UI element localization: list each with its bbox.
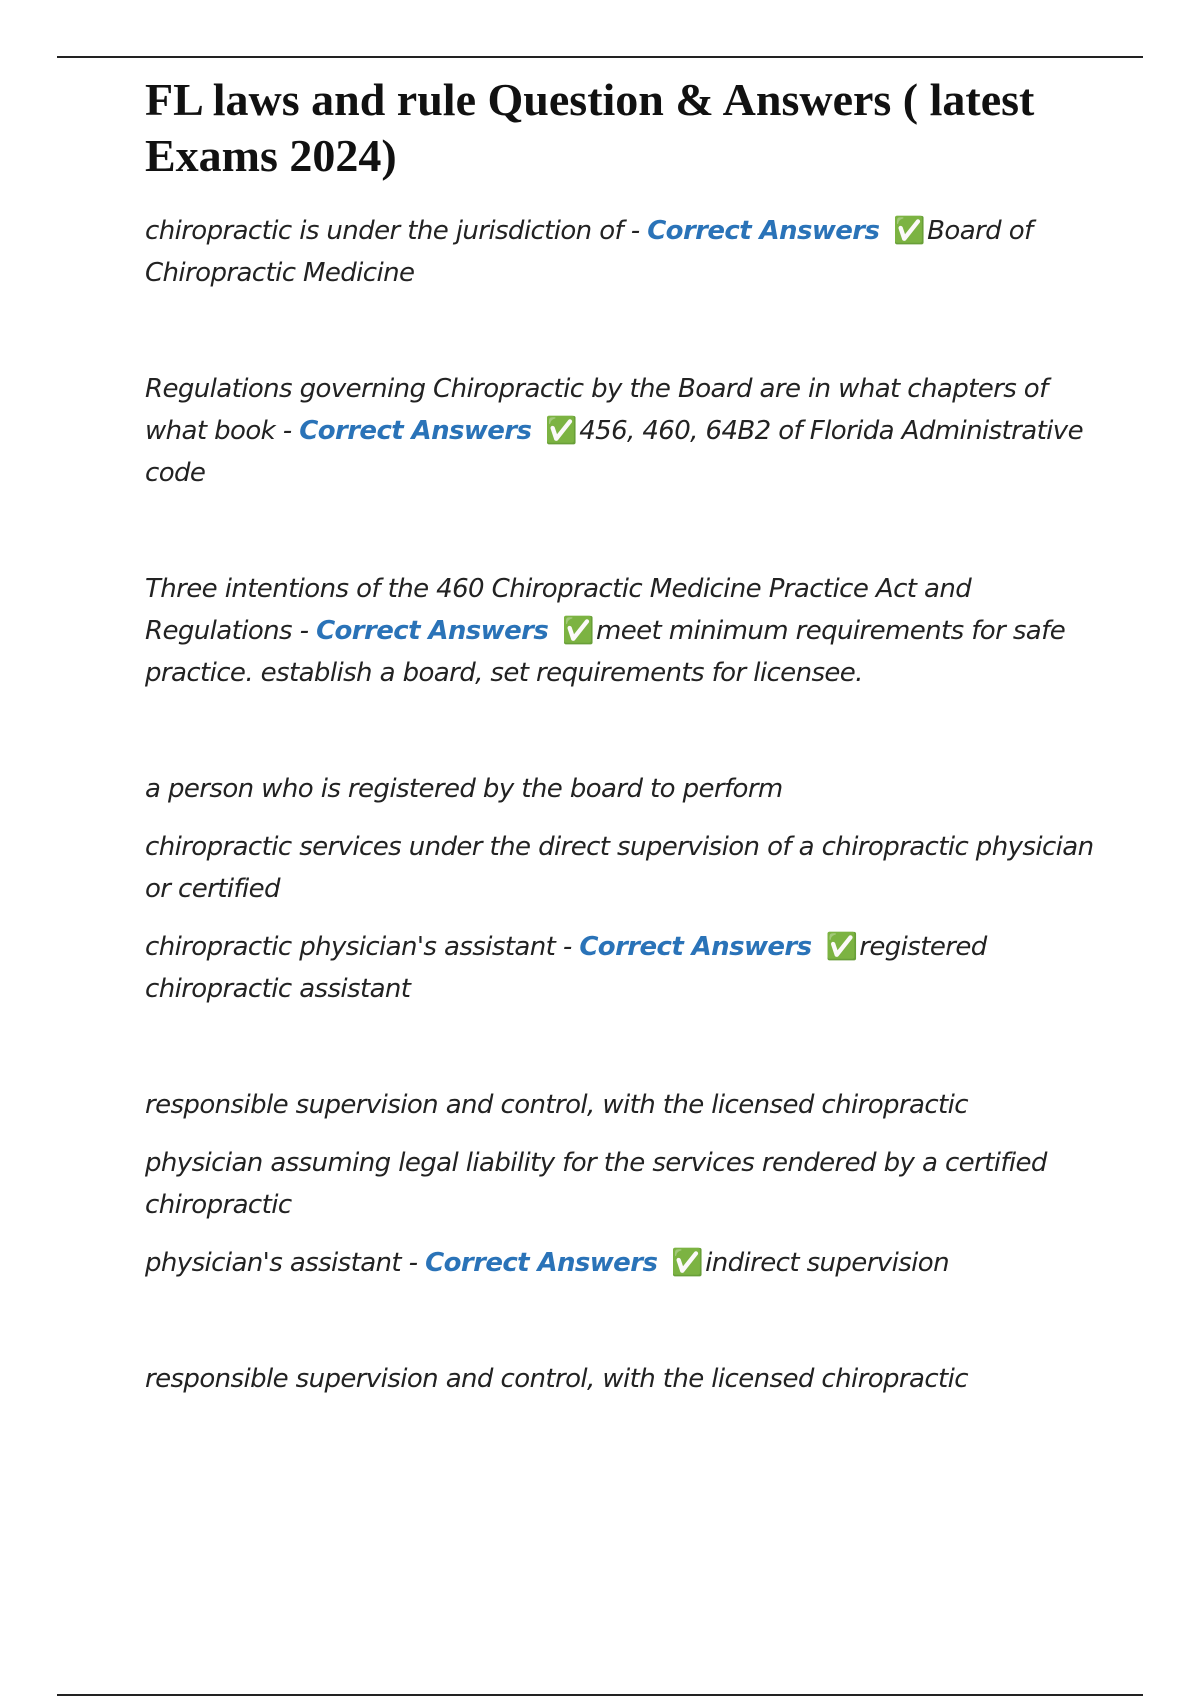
qa-item (145, 768, 1105, 1010)
question-text: responsible supervision and control, with the licensed chiropractic (145, 1364, 968, 1394)
check-circle-icon: ✅ (562, 616, 595, 646)
question-text: chiropractic physician's assistant - (145, 932, 580, 962)
question-text: physician's assistant - (145, 1248, 426, 1278)
qa-item (145, 568, 1105, 694)
check-circle-icon: ✅ (671, 1248, 704, 1278)
qa-item (145, 368, 1105, 494)
answer-text: meet minimum requirements for safe practice. establish a board, set requirements for licensee. (145, 616, 1066, 688)
answer-text: indirect supervision (705, 1248, 949, 1278)
correct-answers-label: Correct Answers (299, 416, 532, 446)
correct-answers-label: Correct Answers (579, 932, 812, 962)
lead-line: a person who is registered by the board to perform (145, 774, 783, 804)
lead-line: physician assuming legal liability for the services rendered by a certified chiropractic (145, 1148, 1047, 1220)
lead-line: chiropractic services under the direct supervision of a chiropractic physician or certified (145, 832, 1094, 904)
check-circle-icon: ✅ (893, 216, 926, 246)
qa-line (145, 210, 1105, 294)
question-text: chiropractic is under the jurisdiction of - (145, 216, 648, 246)
qa-line (145, 368, 1105, 494)
correct-answers-label: Correct Answers (316, 616, 549, 646)
check-circle-icon: ✅ (545, 416, 578, 446)
answer-text: registered chiropractic assistant (145, 932, 987, 1004)
question-text: Regulations governing Chiropractic by the Board are in what chapters of what book - (145, 374, 1048, 446)
lead-line: responsible supervision and control, with the licensed chiropractic (145, 1090, 968, 1120)
correct-answers-label: Correct Answers (425, 1248, 658, 1278)
document-body (145, 72, 1105, 1474)
qa-line (145, 1242, 1105, 1284)
correct-answers-label: Correct Answers (647, 216, 880, 246)
answer-text: 456, 460, 64B2 of Florida Administrative code (145, 416, 1083, 488)
document-title: FL laws and rule Question & Answers ( latest Exams 2024) (145, 74, 1035, 181)
answer-text: Board of Chiropractic Medicine (145, 216, 1033, 288)
top-rule (57, 56, 1143, 58)
check-circle-icon: ✅ (825, 932, 858, 962)
qa-item (145, 210, 1105, 294)
qa-line (145, 926, 1105, 1010)
qa-item (145, 1358, 1105, 1400)
qa-line (145, 568, 1105, 694)
question-text: Three intentions of the 460 Chiropractic Medicine Practice Act and Regulations - (145, 574, 972, 646)
bottom-rule (57, 1694, 1143, 1696)
qa-item (145, 1084, 1105, 1284)
